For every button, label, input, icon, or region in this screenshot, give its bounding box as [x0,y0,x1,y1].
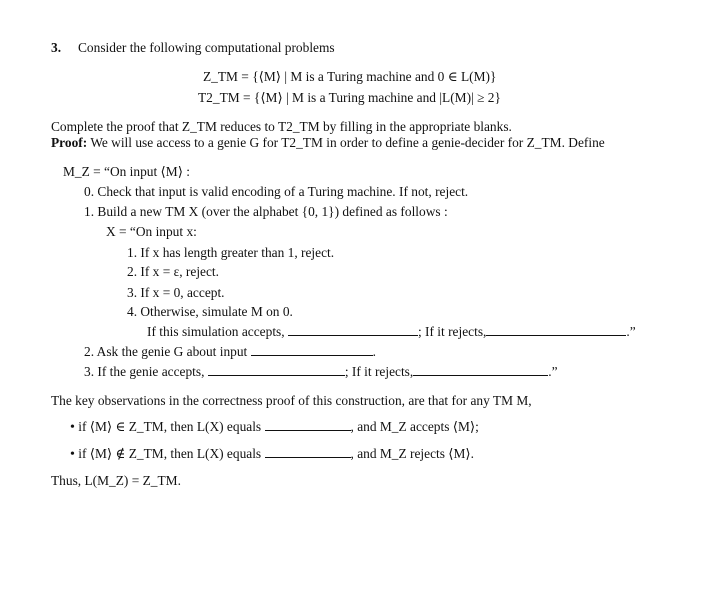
step-0: 0. Check that input is valid encoding of a Turing machine. If not, reject. [84,184,469,199]
definition-t2-tm: T2_TM = {⟨M⟩ | M is a Turing machine and |L(M)| ≥ 2} [198,90,501,105]
bullet-1-symbol: • [70,420,75,435]
proof-line [51,136,605,149]
blank-sim-accepts[interactable] [288,325,418,336]
x-header: X = “On input x: [106,224,197,239]
x-step-3: 3. If x = 0, accept. [127,285,225,300]
observations-intro: The key observations in the correctness proof of this construction, are that for any TM M, [51,393,532,408]
instruction-text: Complete the proof that Z_TM reduces to T2_TM by filling in the appropriate blanks. [51,119,512,134]
step-2-period: . [372,344,376,359]
step-3-rejects-text: ; If it rejects, [344,364,414,379]
definition-z-tm: Z_TM = {⟨M⟩ | M is a Turing machine and 0 ∈ L(M)} [203,69,497,84]
bullet-1-pre: if ⟨M⟩ ∈ Z_TM, then L(X) equals [78,419,262,434]
conclusion: Thus, L(M_Z) = Z_TM. [51,473,181,488]
bullet-1-post: , and M_Z accepts ⟨M⟩; [350,419,479,434]
bullet-2-post: , and M_Z rejects ⟨M⟩. [350,446,474,461]
blank-sim-rejects[interactable] [486,325,626,336]
sim-close-quote: .” [626,324,636,339]
step-2-text: 2. Ask the genie G about input [84,344,248,359]
blank-genie-rejects[interactable] [413,365,548,376]
blank-genie-input[interactable] [251,345,373,356]
bullet-2 [70,447,474,462]
bullet-1 [70,420,479,435]
step-3-close-quote: .” [548,364,558,379]
simulation-line [147,325,636,338]
step-3-line [84,365,558,378]
sim-accepts-text: If this simulation accepts, [147,324,285,339]
blank-genie-accepts[interactable] [208,365,345,376]
problem-number: 3. [51,40,62,55]
x-step-4: 4. Otherwise, simulate M on 0. [127,304,293,319]
step-2-line [84,345,376,358]
proof-intro: We will use access to a genie G for T2_TM in order to define a genie-decider for Z_TM. Define [90,135,605,150]
x-step-1: 1. If x has length greater than 1, reject. [127,245,335,260]
blank-lx-notin[interactable] [265,447,351,458]
mz-header: M_Z = “On input ⟨M⟩ : [63,164,190,179]
bullet-2-pre: if ⟨M⟩ ∉ Z_TM, then L(X) equals [78,446,262,461]
bullet-2-symbol: • [70,447,75,462]
step-1: 1. Build a new TM X (over the alphabet {0, 1}) defined as follows : [84,204,448,219]
x-step-2: 2. If x = ε, reject. [127,264,219,279]
proof-label: Proof: [51,135,88,150]
step-3-text: 3. If the genie accepts, [84,364,205,379]
blank-lx-in[interactable] [265,420,351,431]
problem-statement: Consider the following computational problems [78,40,335,55]
sim-rejects-text: ; If it rejects, [417,324,487,339]
